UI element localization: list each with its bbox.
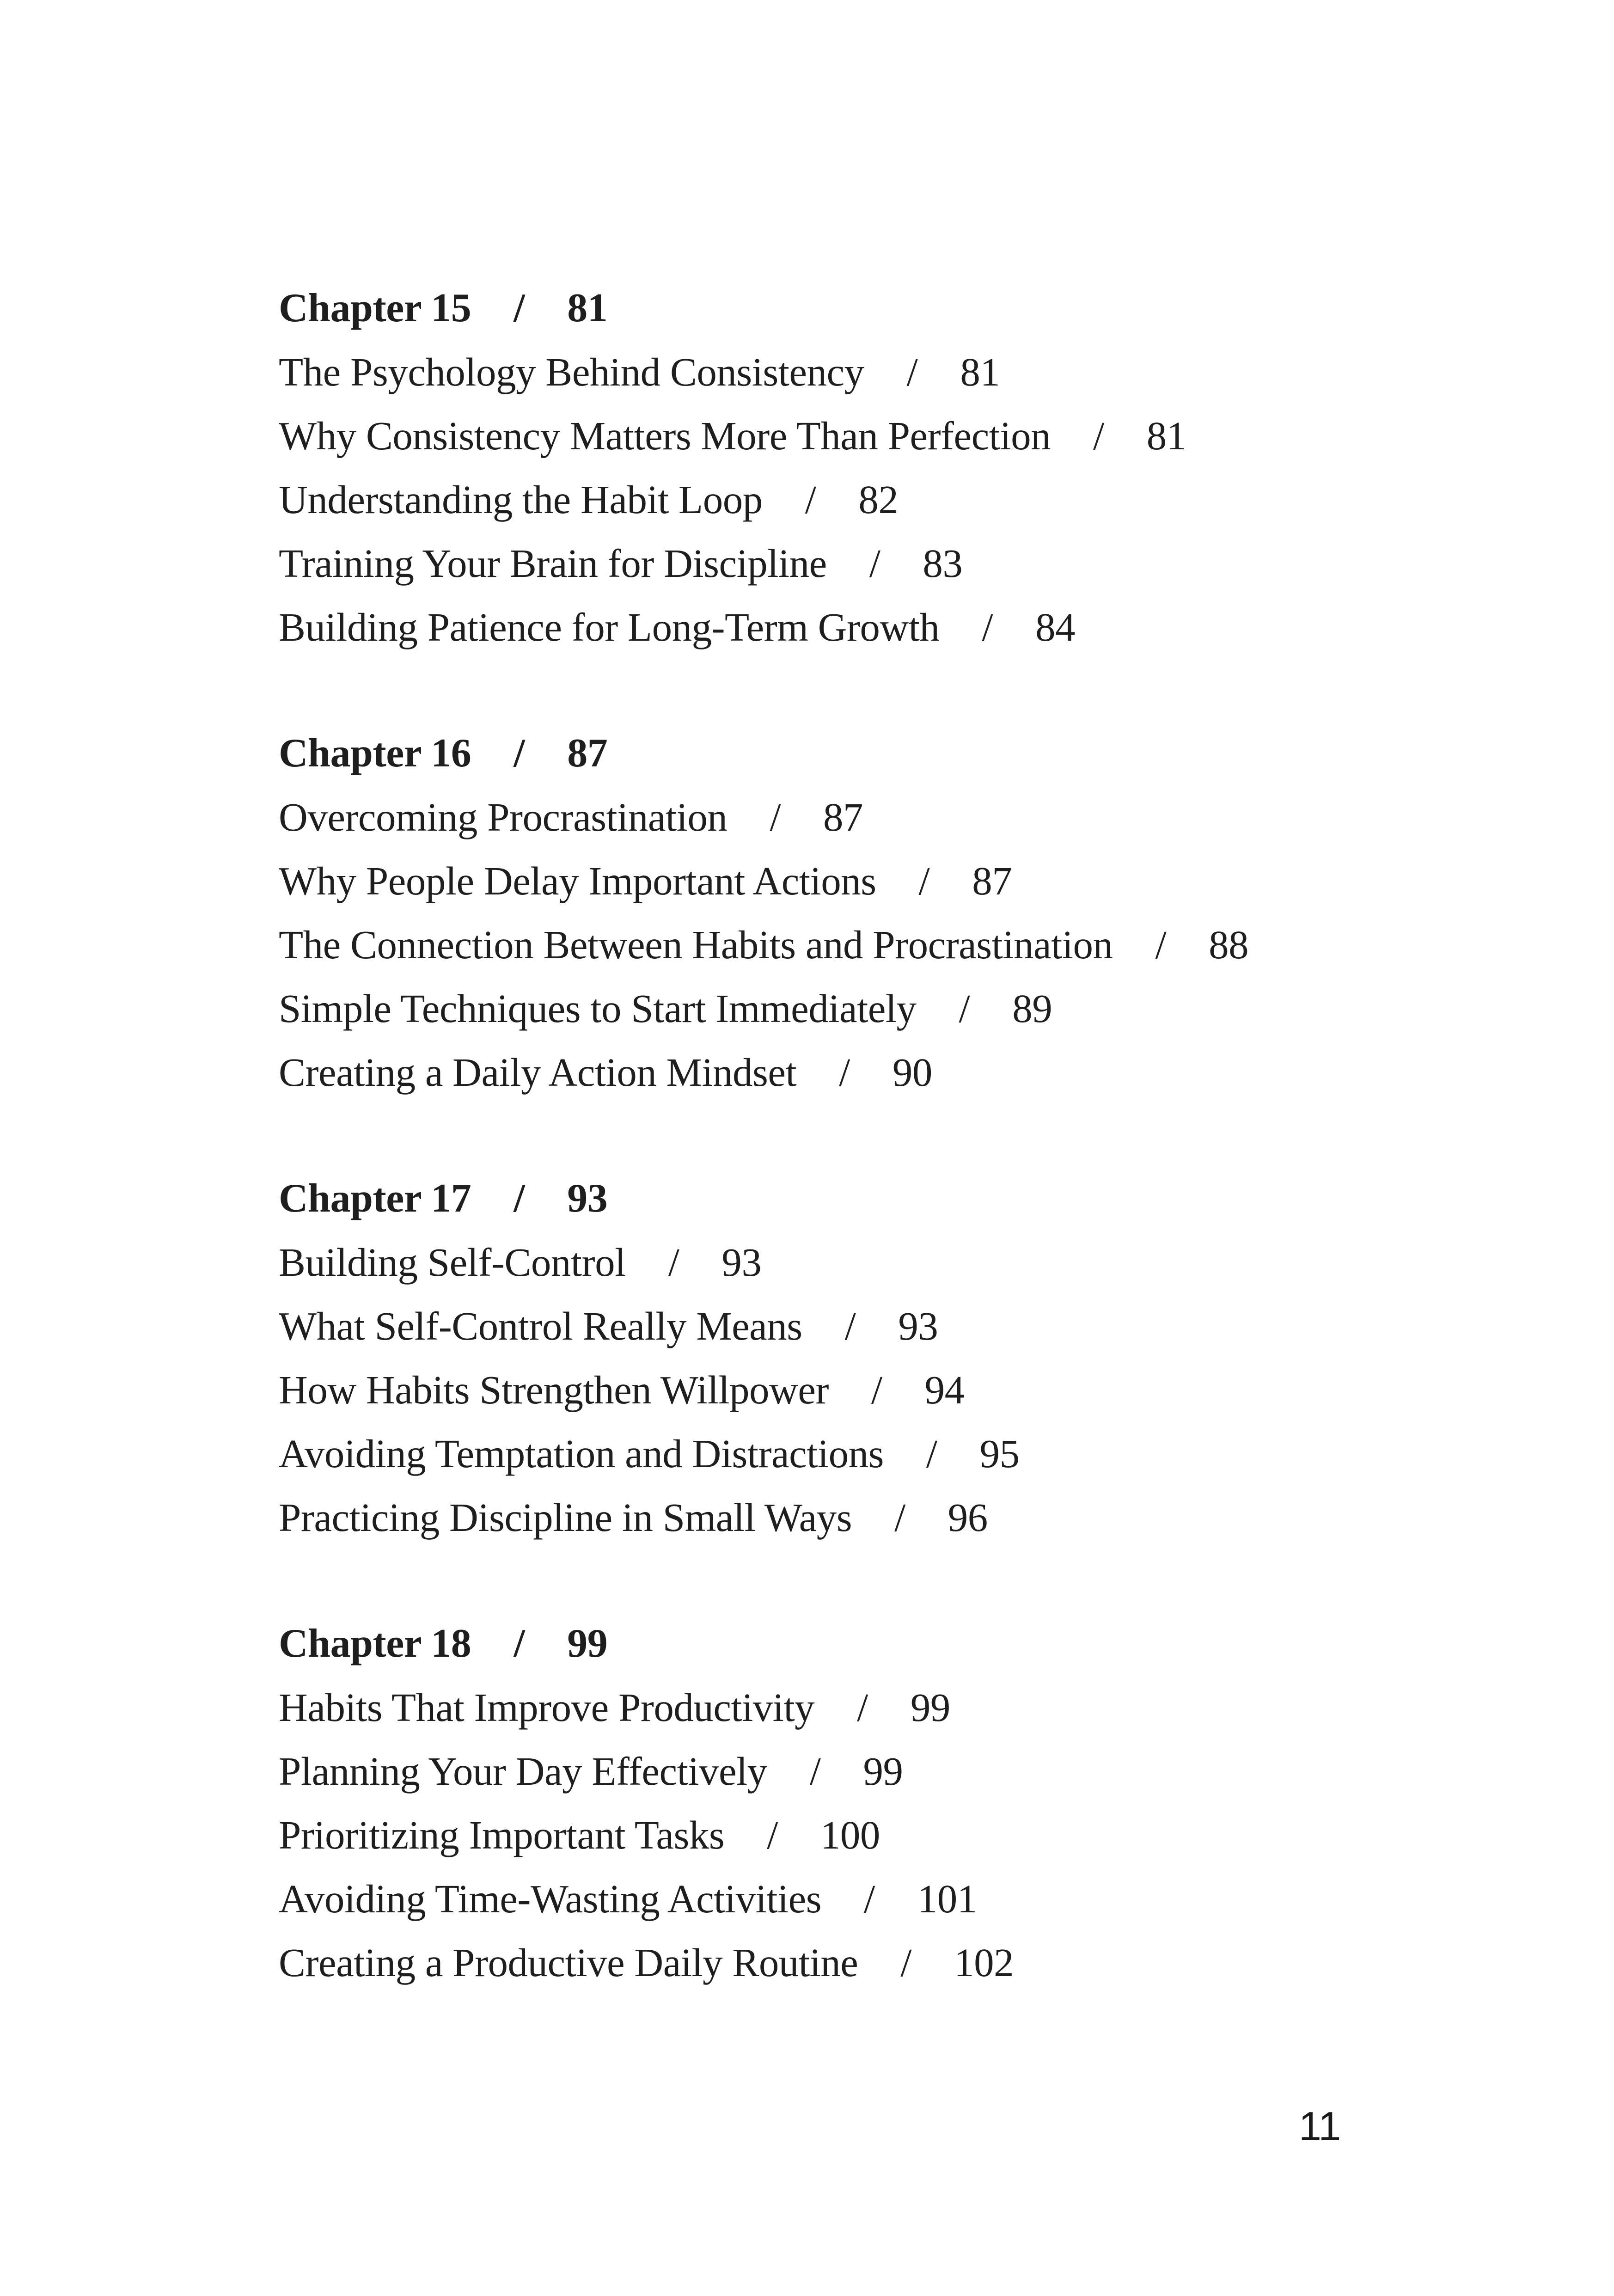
- separator: /: [844, 1304, 856, 1348]
- chapter-title: Chapter 17: [279, 1176, 471, 1221]
- chapter-section: [279, 276, 1480, 659]
- toc-entry-title: The Connection Between Habits and Procrastination: [279, 922, 1113, 967]
- toc-entry-title: Building Patience for Long-Term Growth: [279, 605, 940, 649]
- toc-entry[interactable]: [279, 1294, 1480, 1358]
- separator: /: [894, 1495, 905, 1540]
- toc-entry-page: 81: [960, 349, 1000, 394]
- separator: /: [514, 1176, 525, 1221]
- separator: /: [959, 986, 970, 1031]
- chapter-heading[interactable]: [279, 1167, 1480, 1231]
- separator: /: [906, 349, 918, 394]
- toc-entry-page: 81: [1146, 413, 1186, 458]
- separator: /: [900, 1940, 912, 1985]
- toc-entry[interactable]: [279, 1358, 1480, 1422]
- toc-entry[interactable]: [279, 977, 1480, 1041]
- toc-entry[interactable]: [279, 468, 1480, 532]
- toc-entry[interactable]: [279, 1739, 1480, 1803]
- separator: /: [926, 1431, 937, 1476]
- toc-entry-title: Building Self-Control: [279, 1240, 626, 1285]
- toc-entry-page: 94: [924, 1367, 965, 1412]
- separator: /: [869, 541, 880, 586]
- toc-entry-title: Simple Techniques to Start Immediately: [279, 986, 917, 1031]
- chapter-heading[interactable]: [279, 1612, 1480, 1676]
- toc-entry-title: Practicing Discipline in Small Ways: [279, 1495, 852, 1540]
- toc-entry[interactable]: [279, 595, 1480, 659]
- toc-entry[interactable]: [279, 785, 1480, 849]
- toc-entry-title: Why Consistency Matters More Than Perfection: [279, 413, 1051, 458]
- toc-entry[interactable]: [279, 1803, 1480, 1867]
- separator: /: [514, 286, 525, 331]
- chapter-section: [279, 722, 1480, 1104]
- toc-entry-page: 99: [910, 1685, 950, 1730]
- chapter-heading[interactable]: [279, 722, 1480, 785]
- toc-entry-title: Habits That Improve Productivity: [279, 1685, 815, 1730]
- table-of-contents: [279, 276, 1480, 2057]
- toc-entry[interactable]: [279, 532, 1480, 595]
- toc-entry[interactable]: [279, 1422, 1480, 1486]
- separator: /: [514, 731, 525, 776]
- toc-entry-page: 101: [917, 1876, 977, 1921]
- separator: /: [864, 1876, 875, 1921]
- toc-entry-page: 90: [892, 1050, 932, 1095]
- toc-entry-title: How Habits Strengthen Willpower: [279, 1367, 829, 1412]
- chapter-title: Chapter 16: [279, 731, 471, 776]
- separator: /: [982, 605, 993, 649]
- chapter-page: 99: [567, 1621, 608, 1666]
- toc-entry-page: 102: [954, 1940, 1014, 1985]
- separator: /: [1093, 413, 1104, 458]
- toc-entry-title: What Self-Control Really Means: [279, 1304, 802, 1348]
- chapter-page: 93: [567, 1176, 608, 1221]
- chapter-page: 81: [567, 286, 608, 331]
- toc-entry-page: 82: [858, 477, 899, 522]
- toc-entry-page: 100: [820, 1812, 880, 1857]
- toc-entry[interactable]: [279, 340, 1480, 404]
- toc-entry-page: 93: [898, 1304, 938, 1348]
- separator: /: [767, 1812, 778, 1857]
- chapter-title: Chapter 18: [279, 1621, 471, 1666]
- toc-entry-title: Avoiding Time-Wasting Activities: [279, 1876, 822, 1921]
- toc-entry-title: Planning Your Day Effectively: [279, 1749, 767, 1794]
- chapter-title: Chapter 15: [279, 286, 471, 331]
- toc-entry[interactable]: [279, 1676, 1480, 1739]
- toc-entry-page: 83: [923, 541, 963, 586]
- toc-entry[interactable]: [279, 404, 1480, 468]
- toc-entry[interactable]: [279, 849, 1480, 913]
- toc-entry-title: Creating a Daily Action Mindset: [279, 1050, 797, 1095]
- toc-entry[interactable]: [279, 1041, 1480, 1104]
- toc-entry-page: 99: [863, 1749, 903, 1794]
- toc-entry[interactable]: [279, 1486, 1480, 1549]
- toc-entry-title: Understanding the Habit Loop: [279, 477, 763, 522]
- chapter-page: 87: [567, 731, 608, 776]
- separator: /: [805, 477, 816, 522]
- separator: /: [918, 858, 930, 903]
- toc-entry-page: 96: [948, 1495, 988, 1540]
- toc-entry-page: 84: [1035, 605, 1076, 649]
- toc-entry-title: Why People Delay Important Actions: [279, 858, 876, 903]
- toc-entry-title: Creating a Productive Daily Routine: [279, 1940, 858, 1985]
- toc-entry-page: 87: [823, 795, 863, 839]
- separator: /: [1155, 922, 1167, 967]
- chapter-heading[interactable]: [279, 276, 1480, 340]
- separator: /: [839, 1050, 850, 1095]
- toc-entry[interactable]: [279, 1231, 1480, 1294]
- toc-entry[interactable]: [279, 913, 1480, 977]
- separator: /: [857, 1685, 868, 1730]
- separator: /: [668, 1240, 679, 1285]
- toc-entry[interactable]: [279, 1867, 1480, 1931]
- toc-entry-page: 87: [972, 858, 1012, 903]
- separator: /: [770, 795, 781, 839]
- separator: /: [514, 1621, 525, 1666]
- page-number: 11: [1299, 2103, 1341, 2149]
- toc-entry-title: Avoiding Temptation and Distractions: [279, 1431, 884, 1476]
- separator: /: [871, 1367, 882, 1412]
- toc-entry[interactable]: [279, 1931, 1480, 1995]
- chapter-section: [279, 1612, 1480, 1995]
- separator: /: [809, 1749, 821, 1794]
- toc-entry-page: 88: [1209, 922, 1249, 967]
- chapter-section: [279, 1167, 1480, 1549]
- toc-entry-page: 95: [979, 1431, 1020, 1476]
- toc-entry-page: 89: [1012, 986, 1052, 1031]
- toc-entry-page: 93: [721, 1240, 762, 1285]
- toc-entry-title: Overcoming Procrastination: [279, 795, 728, 839]
- toc-entry-title: The Psychology Behind Consistency: [279, 349, 864, 394]
- toc-entry-title: Prioritizing Important Tasks: [279, 1812, 725, 1857]
- toc-entry-title: Training Your Brain for Discipline: [279, 541, 827, 586]
